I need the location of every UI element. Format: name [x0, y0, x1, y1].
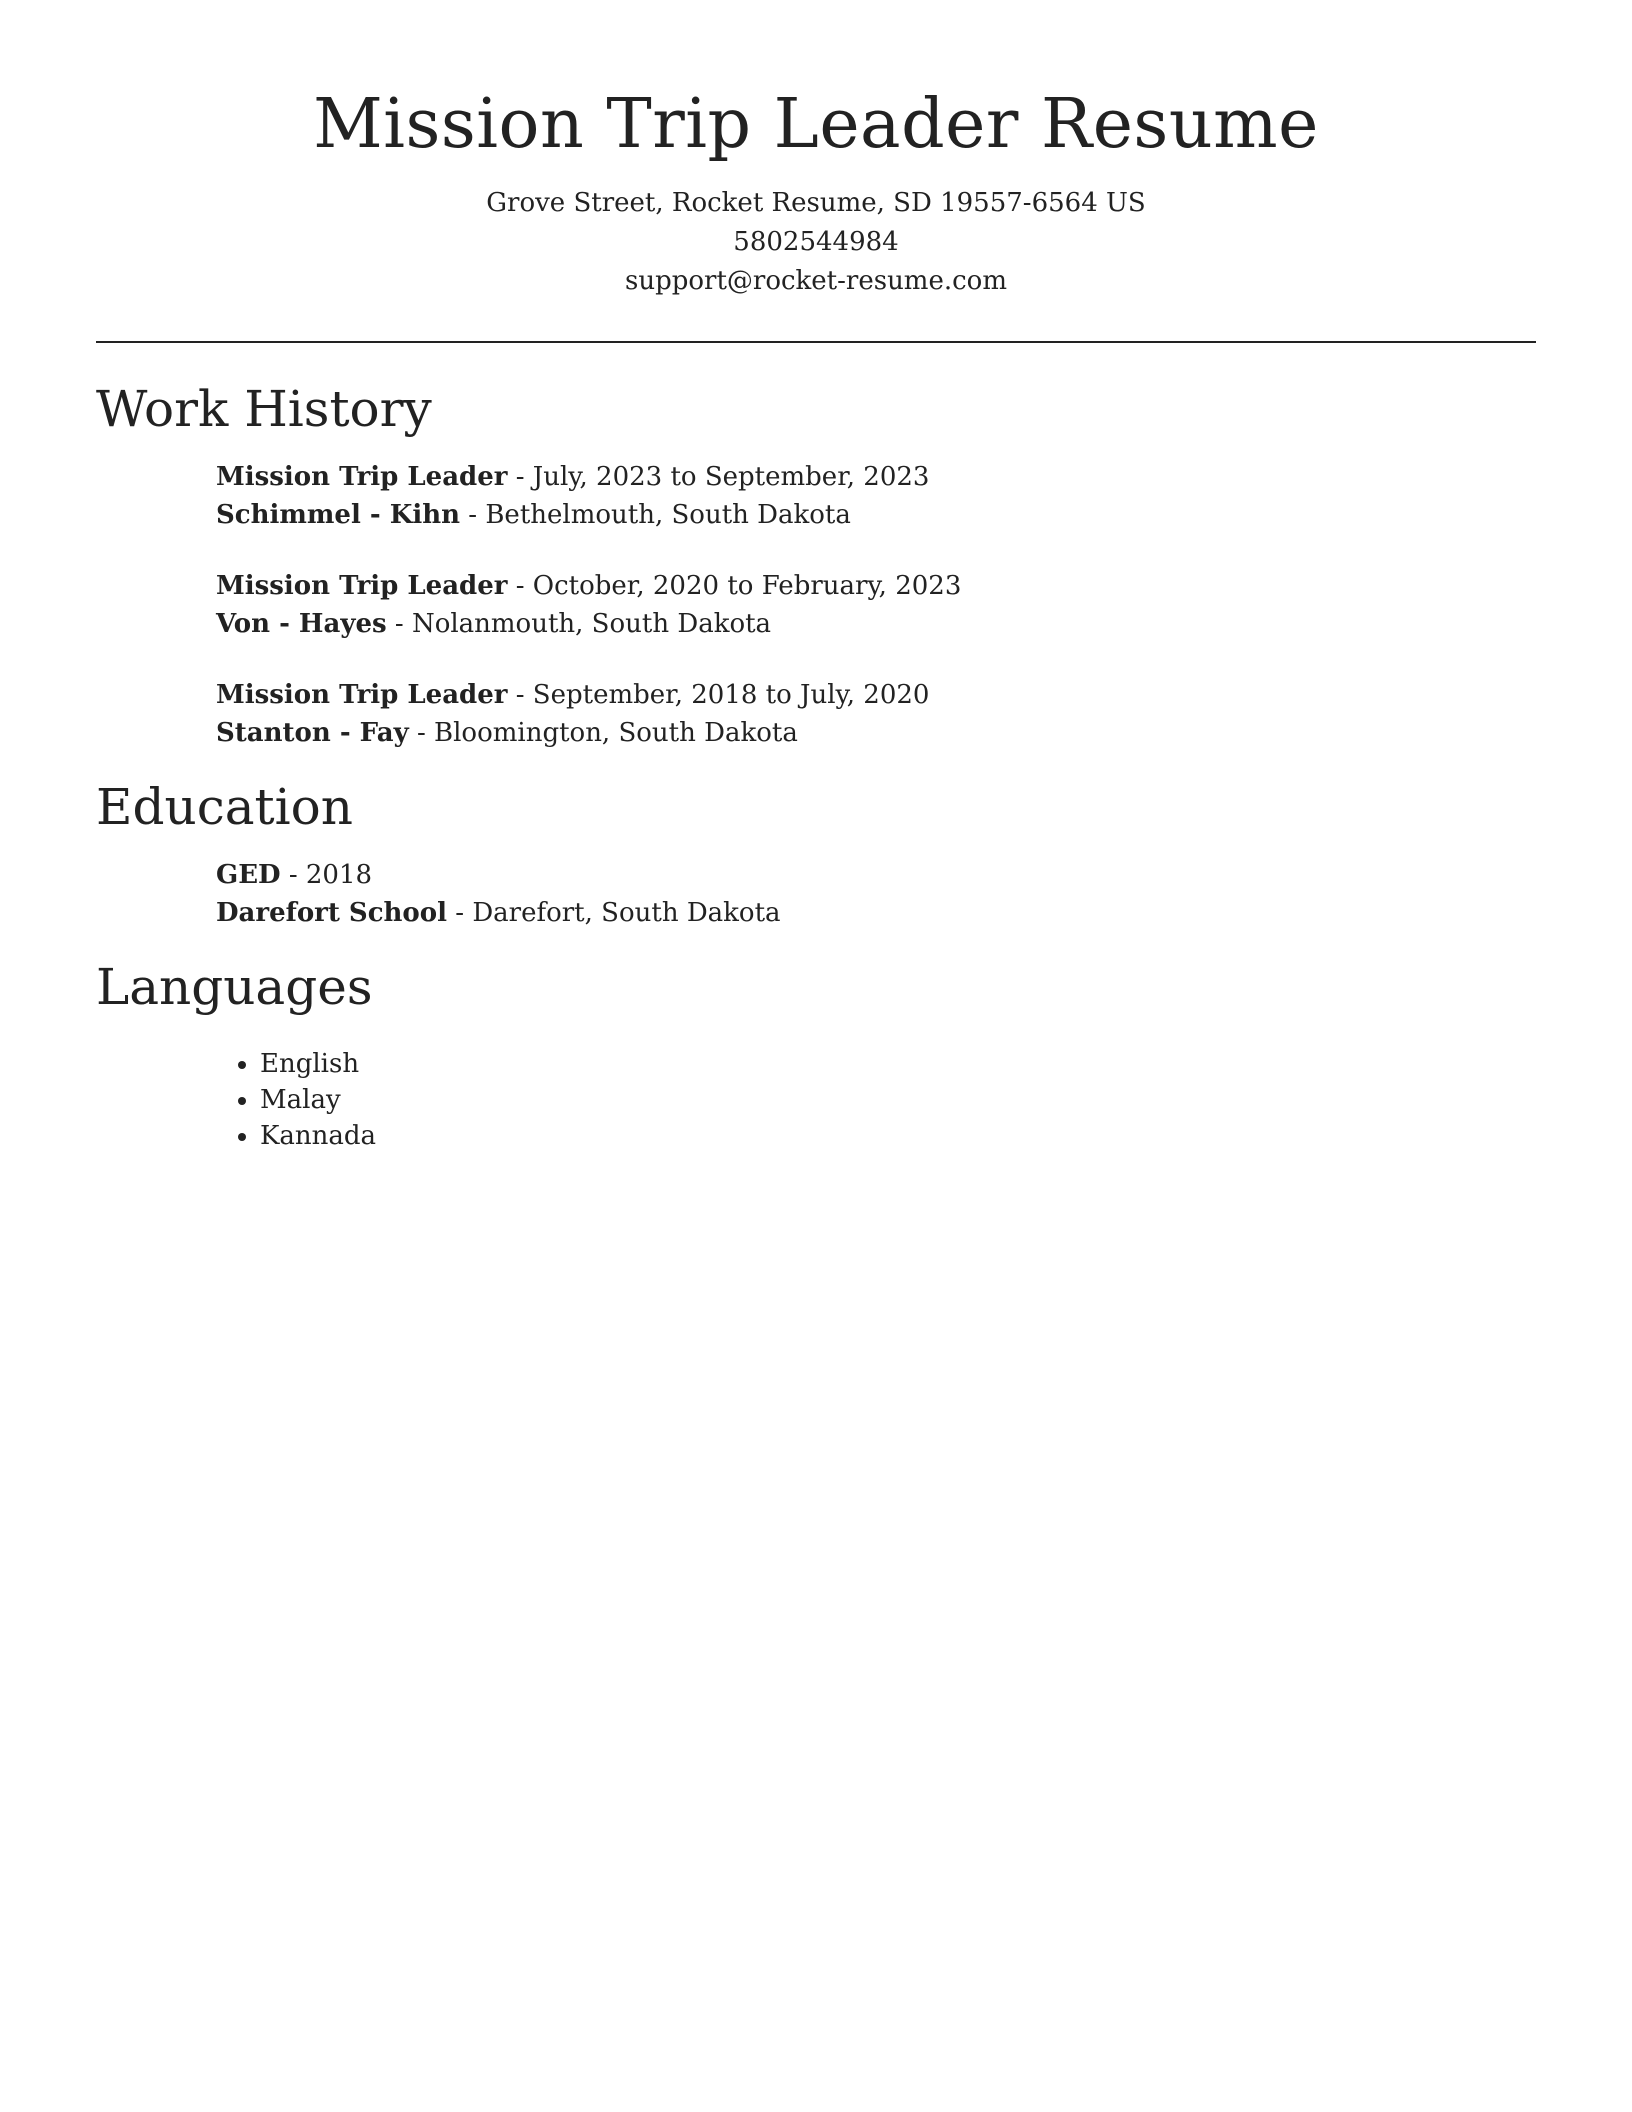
work-entry-employer	[216, 605, 961, 643]
education-degree: GED	[216, 860, 281, 890]
contact-phone: 5802544984	[733, 227, 899, 257]
contact-address: Grove Street, Rocket Resume, SD 19557-6564 US	[486, 188, 1146, 218]
work-dates: - October, 2020 to February, 2023	[507, 571, 962, 601]
work-dates: - September, 2018 to July, 2020	[507, 680, 930, 710]
work-role: Mission Trip Leader	[216, 571, 508, 601]
language-item: • Kannada	[260, 1118, 376, 1154]
language-item: • English	[260, 1046, 376, 1082]
work-entry-heading	[216, 676, 929, 714]
work-entry-heading	[216, 567, 961, 605]
language-item: • Malay	[260, 1082, 376, 1118]
work-location: - Bloomington, South Dakota	[408, 718, 798, 748]
education-location: - Darefort, South Dakota	[447, 898, 781, 928]
contact-block	[96, 184, 1536, 301]
work-entry	[216, 676, 929, 752]
work-company: Stanton - Fay	[216, 718, 409, 748]
work-location: - Bethelmouth, South Dakota	[460, 500, 851, 530]
education-entry-heading	[216, 856, 781, 894]
work-dates: - July, 2023 to September, 2023	[507, 462, 930, 492]
education-school: Darefort School	[216, 898, 447, 928]
resume-header	[96, 80, 1536, 301]
work-location: - Nolanmouth, South Dakota	[386, 609, 772, 639]
header-divider	[96, 341, 1536, 343]
section-title-education: Education	[96, 778, 353, 836]
section-title-work-history: Work History	[96, 380, 432, 438]
work-entry-employer	[216, 496, 929, 534]
education-entry-school	[216, 894, 781, 932]
work-entry-employer	[216, 714, 929, 752]
work-role: Mission Trip Leader	[216, 462, 508, 492]
contact-email: support@rocket-resume.com	[624, 266, 1007, 296]
work-company: Schimmel - Kihn	[216, 500, 461, 530]
education-entry	[216, 856, 781, 932]
education-year: - 2018	[280, 860, 373, 890]
languages-list	[216, 1046, 376, 1154]
resume-title: Mission Trip Leader Resume	[313, 85, 1319, 164]
work-entry-heading	[216, 458, 929, 496]
work-entry	[216, 567, 961, 643]
work-entry	[216, 458, 929, 534]
section-title-languages: Languages	[96, 958, 373, 1016]
work-company: Von - Hayes	[216, 609, 387, 639]
work-role: Mission Trip Leader	[216, 680, 508, 710]
